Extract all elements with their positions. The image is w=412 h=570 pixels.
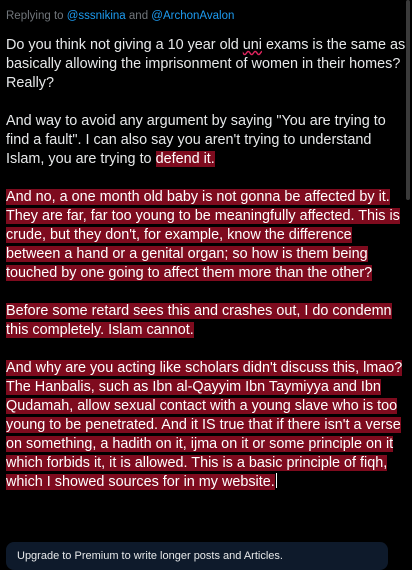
- upgrade-premium-text: Upgrade to Premium to write longer posts and Articles.: [17, 550, 283, 562]
- over-limit-text: And why are you acting like scholars didn't discuss this, lmao? The Hanbalis, such as Ibn al-Qayyim Ibn Taymiyya and Ibn Qudamah, allow sexual contact with a young slave who is too young to be penetrated. And it IS true that if there isn't a verse on something, a hadith on it, ijma on it or some principle on it which forbids it, it is allowed. This is a basic principle of fiqh, which I showed sources for in my website.: [6, 360, 403, 490]
- post-text: exams is the same as basically allowing the imprisonment of women in their homes? Really?: [6, 37, 406, 91]
- post-paragraph-5: [6, 359, 406, 492]
- replying-to-joiner: and: [125, 10, 152, 22]
- mention-link-sssnikina[interactable]: @sssnikina: [66, 10, 126, 22]
- over-limit-text: And no, a one month old baby is not gonna be affected by it. They are far, far too young to be meaningfully affected. This is crude, but they don't, for example, know the difference between a hand or a genital organ; so how is them being touched by one going to affect them more than the other?: [6, 189, 400, 281]
- mention-link-archonavalon[interactable]: @ArchonAvalon: [151, 10, 235, 22]
- over-limit-text: Before some retard sees this and crashes out, I do condemn this completely. Islam cannot.: [6, 303, 392, 338]
- post-text: Do you think not giving a 10 year old: [6, 37, 243, 53]
- post-text: And way to avoid any argument by saying "You are trying to find a fault". I can also say you aren't trying to understand Islam, you are trying to: [6, 113, 386, 167]
- post-paragraph-3: [6, 188, 406, 283]
- post-paragraph-2: [6, 112, 406, 169]
- post-paragraph-1: [6, 36, 406, 93]
- post-paragraph-4: [6, 302, 406, 340]
- scrollbar[interactable]: [406, 0, 410, 540]
- post-composer-textarea[interactable]: [6, 36, 406, 511]
- scrollbar-thumb[interactable]: [406, 0, 410, 200]
- replying-to-line: [6, 10, 234, 22]
- replying-to-label: Replying to: [6, 10, 67, 22]
- spellcheck-flagged-word: uni: [242, 37, 263, 53]
- text-caret: [276, 473, 277, 488]
- over-limit-text: defend it.: [155, 151, 215, 167]
- upgrade-premium-banner[interactable]: [6, 542, 388, 570]
